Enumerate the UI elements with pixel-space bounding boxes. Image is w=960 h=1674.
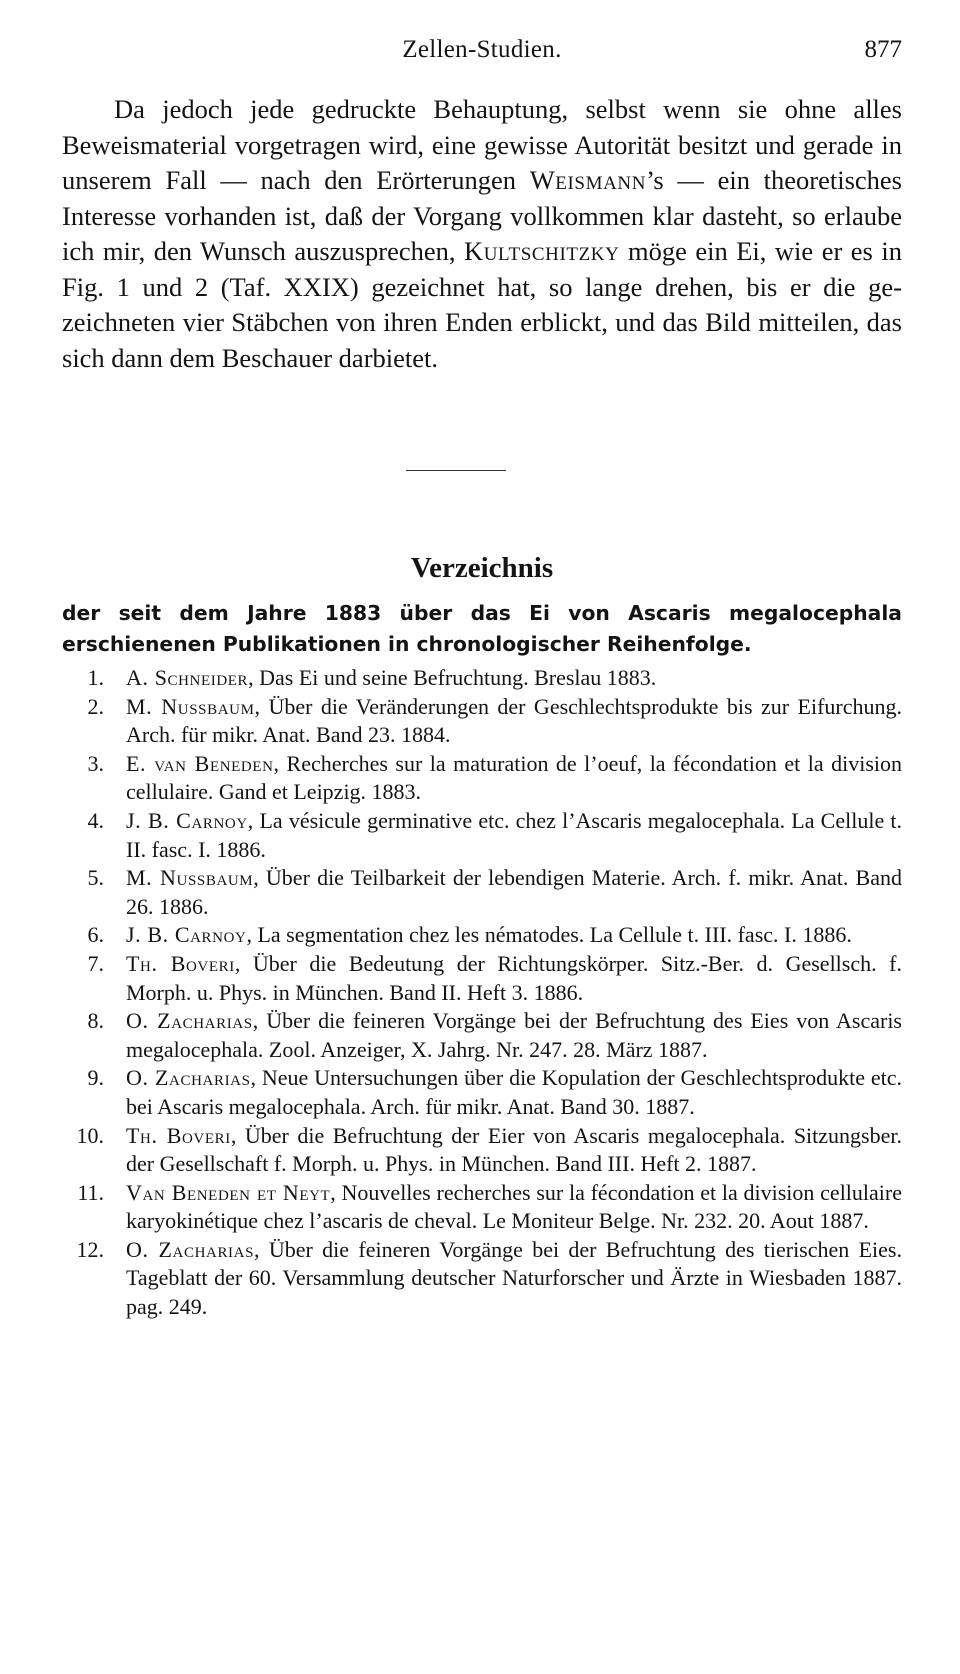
entry-author: Van Beneden et Neyt bbox=[126, 1179, 331, 1205]
entry-number: 12. bbox=[76, 1236, 104, 1262]
entry-citation: , Über die Bedeutung der Richtungskörper. Sitz.-Ber. d. Gesellsch. f. Morph. u. Phys. in München. Band II. Heft 3. 1886. bbox=[126, 950, 902, 1005]
entry-number: 10. bbox=[76, 1122, 104, 1148]
entry-text bbox=[126, 1122, 902, 1179]
page-header bbox=[62, 36, 902, 70]
intro-text-part-1: Da jedoch jede gedruckte Behauptung, selbst wenn sie ohne alles Beweismaterial vorgetragen wird, eine gewisse Autorität besitzt und gerade in unserem Fall — nach den Erörterungen bbox=[62, 94, 902, 195]
entry-author: E. van Beneden bbox=[126, 750, 274, 776]
entry-text bbox=[126, 864, 902, 921]
entry-number: 3. bbox=[87, 750, 104, 776]
entry-number: 7. bbox=[87, 950, 104, 976]
entry-citation: , Neue Untersuchungen über die Kopulation der Geschlechtsprodukte etc. bei Ascaris megalocephala. Arch. für mikr. Anat. Band 30. 1887. bbox=[126, 1065, 902, 1119]
entry-author: Th. Boveri bbox=[126, 950, 235, 976]
entry-citation: , La vésicule germinative etc. chez l’Ascaris megalocephala. La Cellule t. II. fasc. I. 1886. bbox=[126, 807, 902, 862]
entry-text bbox=[126, 1179, 902, 1236]
bibliography-entry bbox=[62, 807, 902, 864]
bibliography-list bbox=[62, 664, 902, 1322]
intro-paragraph bbox=[62, 92, 902, 376]
entry-text bbox=[126, 950, 902, 1007]
bibliography-entry bbox=[62, 1236, 902, 1322]
bibliography-entry bbox=[62, 950, 902, 1007]
entry-citation: , Über die Teilbarkeit der lebendigen Materie. Arch. f. mikr. Anat. Band 26. 1886. bbox=[126, 865, 902, 919]
entry-text bbox=[126, 664, 902, 693]
entry-citation: , Über die Befruchtung der Eier von Ascaris megalocephala. Sitzungsber. der Gesellschaft f. Morph. u. Phys. in München. Band III. Heft 2. 1887. bbox=[126, 1122, 902, 1177]
running-title: Zellen-Studien. bbox=[402, 36, 562, 63]
entry-citation: , La segmentation chez les nématodes. La Cellule t. III. fasc. I. 1886. bbox=[246, 922, 852, 948]
bibliography-entry bbox=[62, 1179, 902, 1236]
entry-number: 4. bbox=[87, 807, 104, 833]
entry-author: O. Zacharias bbox=[126, 1065, 251, 1091]
entry-text bbox=[126, 921, 902, 950]
entry-citation: , Nouvelles recherches sur la fécondation et la division cellulaire karyokinétique chez l’ascaris de cheval. Le Moniteur Belge. Nr. 232. 20. Aout 1887. bbox=[126, 1179, 902, 1234]
bibliography-subtitle: der seit dem Jahre 1883 über das Ei von Ascaris megalocephala erschienenen Publikationen in chronologischer Reihenfolge. bbox=[62, 601, 902, 656]
entry-author: M. Nussbaum bbox=[126, 693, 255, 719]
entry-number: 5. bbox=[87, 865, 104, 891]
entry-text bbox=[126, 750, 902, 807]
entry-author: J. B. Carnoy bbox=[126, 807, 248, 833]
bibliography-entry bbox=[62, 664, 902, 693]
entry-citation: , Über die feineren Vorgänge bei der Befruchtung des tierischen Eies. Tageblatt der 60. Versammlung deutscher Naturforscher und Ärzte in Wiesbaden 1887. pag. 249. bbox=[126, 1236, 902, 1320]
entry-number: 2. bbox=[87, 693, 104, 719]
entry-number: 6. bbox=[87, 922, 104, 948]
entry-number: 1. bbox=[87, 665, 104, 690]
entry-author: O. Zacharias bbox=[126, 1236, 255, 1262]
author-name-weismann: Weismann bbox=[529, 165, 647, 195]
entry-author: A. Schneider bbox=[126, 665, 249, 690]
entry-text bbox=[126, 807, 902, 864]
entry-author: M. Nussbaum bbox=[126, 865, 254, 891]
entry-citation: , Recherches sur la maturation de l’oeuf, la fécondation et la division cellulaire. Gand et Leipzig. 1883. bbox=[126, 750, 903, 805]
entry-number: 9. bbox=[87, 1065, 104, 1091]
entry-author: Th. Boveri bbox=[126, 1122, 231, 1148]
entry-citation: , Über die feineren Vorgänge bei der Befruchtung des Eies von Ascaris megalocephala. Zool. Anzeiger, X. Jahrg. Nr. 247. 28. März 1887. bbox=[126, 1008, 902, 1062]
page-number: 877 bbox=[864, 36, 902, 63]
bibliography-entry bbox=[62, 864, 902, 921]
entry-number: 11. bbox=[77, 1179, 104, 1205]
entry-citation: , Das Ei und seine Befruchtung. Breslau 1883. bbox=[248, 665, 657, 690]
entry-text bbox=[126, 1007, 902, 1064]
bibliography-entry bbox=[62, 1064, 902, 1121]
author-name-kultschitzky: Kultschitzky bbox=[463, 236, 620, 266]
entry-text bbox=[126, 1236, 902, 1322]
bibliography-entry bbox=[62, 693, 902, 750]
section-divider bbox=[406, 470, 506, 471]
intro-text-part-2: ’s — ein theoretisches Interesse vorhanden ist, daß der Vorgang vollkommen klar dasteht, so erlaube ich mir, den Wunsch auszusprechen, bbox=[62, 165, 902, 266]
bibliography-entry bbox=[62, 750, 902, 807]
bibliography-entry bbox=[62, 1122, 902, 1179]
entry-text bbox=[126, 1064, 902, 1121]
intro-text-part-3: möge ein Ei, wie er es in Fig. 1 und 2 (Taf. XXIX) gezeichnet hat, so lange drehen, bis er die gezeichneten vier Stäbchen von ihren Enden erblickt, und das Bild mitteilen, das sich dann dem Beschauer darbietet. bbox=[62, 236, 902, 373]
entry-author: O. Zacharias bbox=[126, 1008, 253, 1034]
entry-author: J. B. Carnoy bbox=[126, 922, 247, 948]
bibliography-title: Verzeichnis bbox=[410, 552, 554, 584]
bibliography-entry bbox=[62, 1007, 902, 1064]
entry-number: 8. bbox=[87, 1008, 104, 1034]
bibliography-entry bbox=[62, 921, 902, 950]
entry-text bbox=[126, 693, 902, 750]
entry-citation: , Über die Veränderungen der Geschlechtsprodukte bis zur Eifurchung. Arch. für mikr. Anat. Band 23. 1884. bbox=[126, 693, 902, 748]
